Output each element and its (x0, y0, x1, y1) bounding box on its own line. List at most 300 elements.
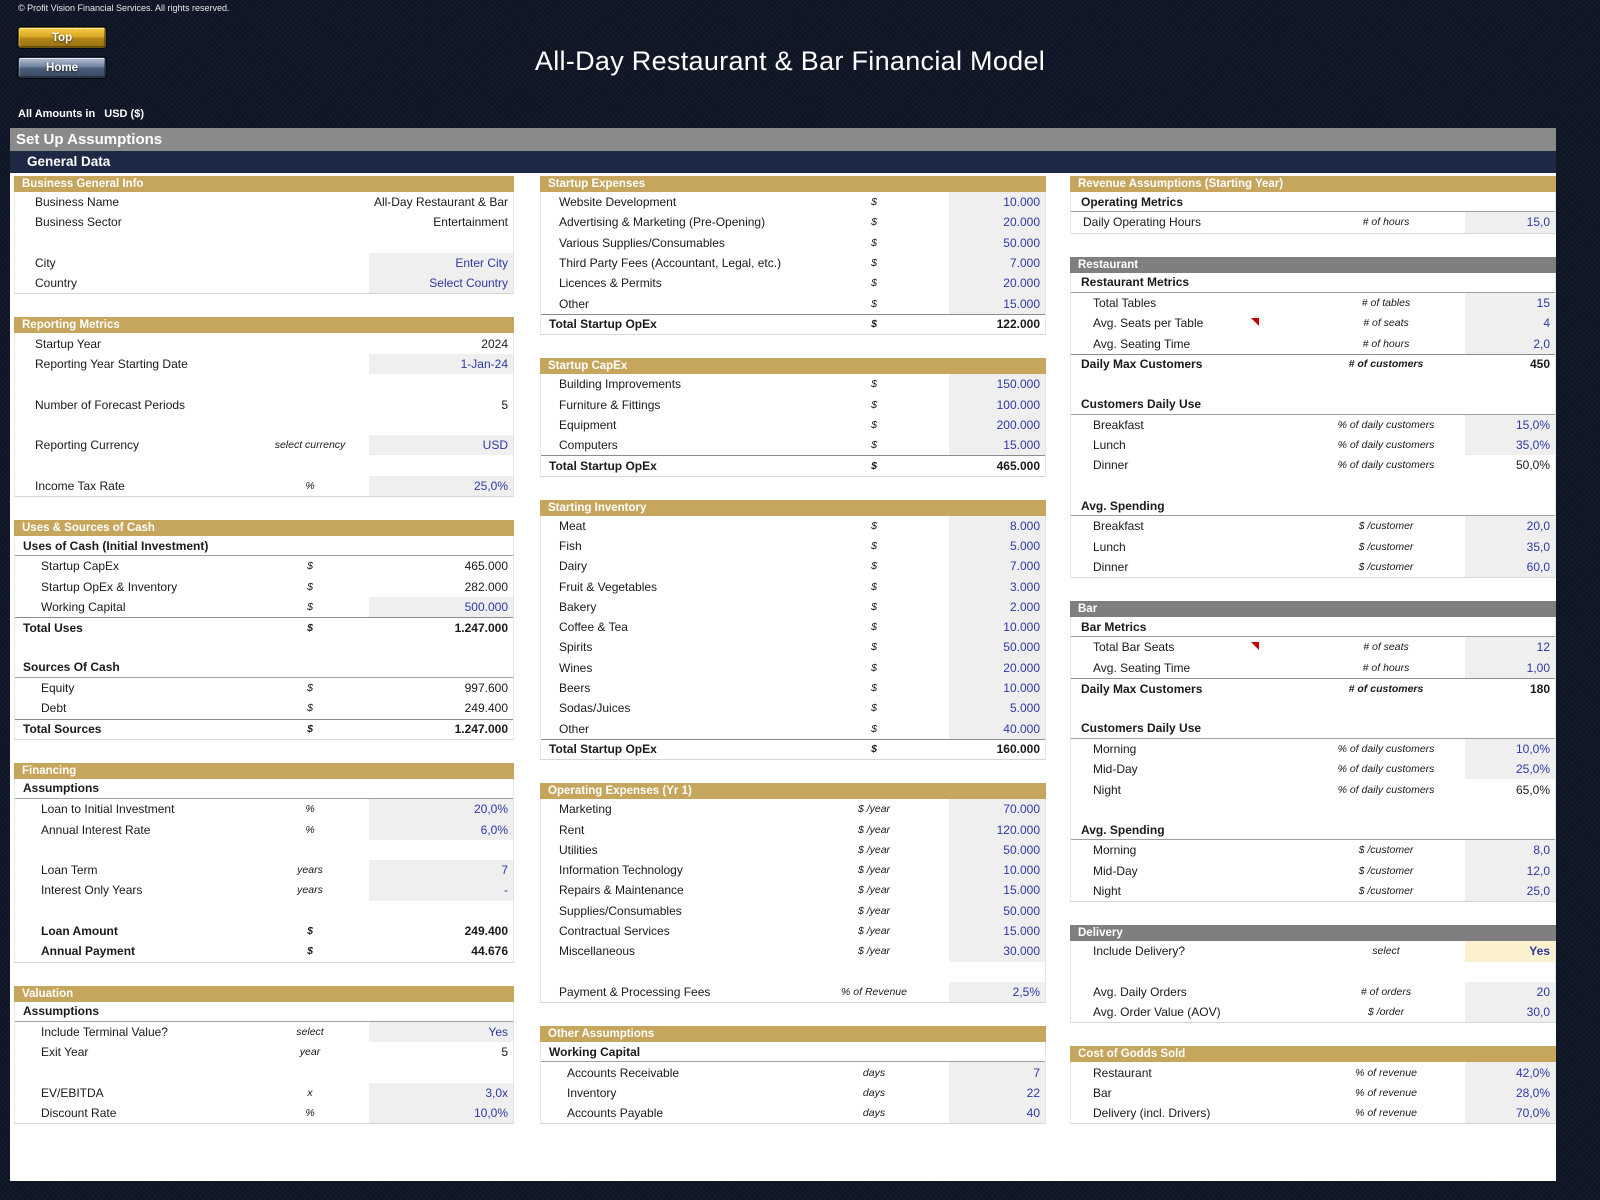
table-row (541, 1042, 1045, 1062)
input-cell[interactable]: 20.000 (949, 658, 1045, 678)
table-row (1071, 617, 1555, 637)
table-row (15, 556, 513, 576)
table-row (15, 1022, 513, 1042)
section-rows (540, 374, 1046, 476)
row-unit: $ /customer (1358, 520, 1414, 533)
input-cell[interactable]: 150.000 (949, 374, 1045, 394)
input-cell[interactable]: 40 (949, 1103, 1045, 1123)
row-label: Total Startup OpEx (549, 742, 657, 757)
row-unit: $ /order (1367, 1006, 1405, 1019)
table-row (541, 880, 1045, 900)
row-unit: $ (307, 600, 313, 613)
row-label: Contractual Services (559, 924, 670, 939)
table-row (15, 435, 513, 455)
input-cell[interactable]: 15.000 (949, 293, 1045, 313)
row-unit: $ (307, 682, 313, 695)
input-cell[interactable]: 200.000 (949, 415, 1045, 435)
table-row (1071, 759, 1555, 779)
input-cell[interactable]: 60,0 (1465, 557, 1555, 577)
row-label: Dairy (559, 559, 588, 574)
spacer-row (15, 901, 513, 921)
row-unit: $ (307, 945, 313, 958)
input-cell[interactable]: 8,0 (1465, 840, 1555, 860)
input-cell[interactable]: 20,0% (369, 799, 513, 819)
input-cell[interactable]: 10,0% (369, 1103, 513, 1123)
row-unit: % (305, 479, 315, 492)
value-cell (369, 1002, 513, 1021)
section-header-cost-of-goods-sold: Cost of Godds Sold (1070, 1046, 1556, 1062)
row-unit: $ /year (857, 904, 891, 917)
input-cell[interactable]: 42,0% (1465, 1062, 1555, 1082)
row-unit: $ /year (857, 925, 891, 938)
value-cell: All-Day Restaurant & Bar (373, 195, 508, 210)
input-cell[interactable]: 3.000 (949, 576, 1045, 596)
row-unit: $ (307, 621, 313, 634)
section-delivery (1070, 925, 1556, 1023)
input-cell[interactable]: Yes (1465, 941, 1555, 961)
input-cell[interactable]: 2,0 (1465, 333, 1555, 353)
row-label: Night (1093, 884, 1122, 899)
row-label: Mid-Day (1093, 863, 1138, 878)
section-header-starting-inventory: Starting Inventory (540, 500, 1046, 516)
input-cell[interactable]: 30,0 (1465, 1002, 1555, 1022)
row-unit: $ (871, 743, 877, 756)
input-cell[interactable]: 2,5% (949, 982, 1045, 1002)
section-restaurant (1070, 257, 1556, 578)
row-unit: $ (871, 661, 877, 674)
row-label: Restaurant Metrics (1081, 275, 1190, 290)
row-label: Building Improvements (559, 377, 682, 392)
row-label: Total Startup OpEx (549, 458, 657, 473)
spacer-row (15, 1062, 513, 1082)
row-unit: $ (871, 621, 877, 634)
input-cell[interactable]: Select Country (369, 273, 513, 293)
value-cell: 997.600 (464, 681, 508, 696)
row-unit: $ /year (857, 945, 891, 958)
input-cell[interactable]: 20.000 (949, 273, 1045, 293)
section-header-bar: Bar (1070, 601, 1556, 617)
input-cell[interactable]: 7 (949, 1062, 1045, 1082)
row-label: Avg. Spending (1081, 498, 1165, 513)
input-cell[interactable]: 7 (369, 860, 513, 880)
row-label: Uses of Cash (Initial Investment) (23, 538, 209, 553)
row-label: Fish (559, 539, 582, 553)
input-cell[interactable]: 25,0% (1465, 759, 1555, 779)
table-row (541, 394, 1045, 414)
table-row (541, 293, 1045, 313)
input-cell[interactable]: 25,0 (1465, 881, 1555, 901)
value-cell (369, 536, 513, 555)
value-cell (1465, 719, 1555, 738)
value-cell (369, 779, 513, 798)
input-cell[interactable]: 15 (1465, 293, 1555, 313)
row-unit: select currency (274, 439, 346, 452)
table-row (541, 941, 1045, 961)
input-cell[interactable]: 3,0x (369, 1083, 513, 1103)
table-row (15, 212, 513, 232)
row-label: Debt (41, 701, 67, 716)
row-unit: $ /year (857, 864, 891, 877)
value-cell (1465, 820, 1555, 839)
value-cell (1465, 273, 1555, 292)
table-row (15, 719, 513, 739)
input-cell[interactable]: 5.000 (949, 698, 1045, 718)
table-row (1071, 719, 1555, 739)
input-cell[interactable]: 50.000 (949, 840, 1045, 860)
table-row (541, 1062, 1045, 1082)
section-rows (14, 192, 514, 294)
row-label: Total Bar Seats (1093, 640, 1175, 655)
row-label: Accounts Receivable (567, 1065, 680, 1080)
value-cell: 450 (1529, 357, 1550, 372)
input-cell[interactable]: 20.000 (949, 212, 1045, 232)
row-label: Coffee & Tea (559, 620, 628, 635)
input-cell[interactable]: 30.000 (949, 941, 1045, 961)
input-cell[interactable]: 10.000 (949, 678, 1045, 698)
row-label: Total Startup OpEx (549, 317, 657, 332)
table-row (541, 840, 1045, 860)
row-unit: % (305, 803, 315, 816)
row-label: Avg. Seating Time (1093, 660, 1191, 675)
row-label: Miscellaneous (559, 944, 636, 959)
row-label: Avg. Spending (1081, 822, 1165, 837)
spacer-row (15, 233, 513, 253)
section-bar (1070, 601, 1556, 902)
row-unit: # of customers (1348, 682, 1424, 695)
row-label: Supplies/Consumables (559, 903, 682, 918)
table-row (1071, 739, 1555, 759)
input-cell[interactable]: 15,0% (1465, 415, 1555, 435)
section-rows (1070, 1062, 1556, 1124)
table-row (541, 719, 1045, 739)
row-unit: # of hours (1362, 337, 1410, 350)
value-cell: 50,0% (1515, 458, 1550, 473)
table-row (541, 273, 1045, 293)
table-row (1071, 941, 1555, 961)
row-label: Number of Forecast Periods (35, 397, 186, 412)
sheet-content (10, 173, 1556, 1181)
row-label: Total Uses (23, 620, 83, 635)
input-cell[interactable]: 35,0% (1465, 435, 1555, 455)
row-label: Night (1093, 782, 1122, 797)
input-cell[interactable]: - (369, 880, 513, 900)
row-unit: $ (871, 580, 877, 593)
table-row (541, 536, 1045, 556)
input-cell[interactable]: Enter City (369, 253, 513, 273)
row-unit: $ (871, 297, 877, 310)
input-cell[interactable]: 500.000 (369, 597, 513, 617)
row-unit: $ (871, 702, 877, 715)
table-row (541, 698, 1045, 718)
row-unit: $ (871, 560, 877, 573)
input-cell[interactable]: 70.000 (949, 799, 1045, 819)
row-label: Various Supplies/Consumables (559, 235, 725, 250)
row-label: Wines (559, 660, 593, 675)
input-cell[interactable]: 10.000 (949, 860, 1045, 880)
input-cell[interactable]: 1-Jan-24 (369, 354, 513, 374)
input-cell[interactable]: 20 (1465, 982, 1555, 1002)
value-cell: 44.676 (471, 944, 508, 959)
value-cell: 249.400 (464, 924, 508, 939)
copyright-text: © Profit Vision Financial Services. All rights reserved. (18, 3, 230, 13)
table-row (15, 678, 513, 698)
input-cell[interactable]: 120.000 (949, 819, 1045, 839)
spacer-row (1071, 374, 1555, 394)
input-cell[interactable]: 10,0% (1465, 739, 1555, 759)
row-unit: select (1372, 945, 1400, 958)
input-cell[interactable]: 15.000 (949, 435, 1045, 455)
section-financing (14, 763, 514, 963)
table-row (1071, 354, 1555, 374)
row-label: Equity (41, 681, 75, 696)
table-row (1071, 313, 1555, 333)
table-row (541, 314, 1045, 334)
table-row (1071, 658, 1555, 678)
table-row (1071, 1002, 1555, 1022)
section-business-general-info (14, 176, 514, 294)
row-label: Startup OpEx & Inventory (41, 579, 178, 594)
table-row (541, 637, 1045, 657)
row-label: Loan Term (41, 863, 98, 878)
row-unit: $ (871, 277, 877, 290)
input-cell[interactable]: 15.000 (949, 880, 1045, 900)
row-label: Restaurant (1093, 1065, 1152, 1080)
input-cell[interactable]: 15.000 (949, 921, 1045, 941)
row-label: Breakfast (1093, 519, 1144, 534)
spacer-row (1071, 476, 1555, 496)
row-unit: $ (307, 723, 313, 736)
row-label: Customers Daily Use (1081, 721, 1202, 736)
section-rows (1070, 273, 1556, 578)
row-label: Dinner (1093, 458, 1129, 473)
row-label: Sodas/Juices (559, 701, 631, 716)
table-row (541, 374, 1045, 394)
page-title: All-Day Restaurant & Bar Financial Model (534, 46, 1046, 76)
spacer-row (1071, 800, 1555, 820)
row-unit: % of revenue (1355, 1066, 1417, 1079)
spacer-row (15, 455, 513, 475)
row-unit: $ (871, 600, 877, 613)
table-row (1071, 293, 1555, 313)
row-unit: $ (871, 257, 877, 270)
row-unit: $ /customer (1358, 540, 1414, 553)
input-cell[interactable]: 22 (949, 1083, 1045, 1103)
row-unit: $ /customer (1358, 864, 1414, 877)
table-row (541, 212, 1045, 232)
table-row (541, 819, 1045, 839)
table-row (1071, 455, 1555, 475)
spacer-row (15, 374, 513, 394)
input-cell[interactable]: 7.000 (949, 556, 1045, 576)
section-header-delivery: Delivery (1070, 925, 1556, 941)
section-header-revenue-assumptions: Revenue Assumptions (Starting Year) (1070, 176, 1556, 192)
row-label: Avg. Seats per Table (1093, 316, 1204, 331)
row-unit: $ /year (857, 803, 891, 816)
row-label: Annual Interest Rate (41, 822, 151, 837)
input-cell[interactable]: 8.000 (949, 516, 1045, 536)
row-label: Daily Max Customers (1081, 681, 1203, 696)
row-unit: days (862, 1066, 886, 1079)
table-row (541, 576, 1045, 596)
section-operating-expenses-yr1 (540, 783, 1046, 1003)
top-button[interactable] (18, 27, 106, 48)
row-label: Morning (1093, 843, 1137, 858)
table-row (15, 476, 513, 496)
row-label: Discount Rate (41, 1106, 117, 1121)
row-label: Inventory (567, 1085, 617, 1100)
value-cell (1465, 394, 1555, 413)
row-unit: $ /year (857, 843, 891, 856)
table-row (1071, 840, 1555, 860)
general-data-bar: General Data (10, 151, 1556, 173)
row-unit: % of Revenue (841, 985, 907, 998)
section-startup-capex (540, 358, 1046, 476)
input-cell[interactable]: 6,0% (369, 819, 513, 839)
value-cell: 122.000 (996, 317, 1040, 332)
row-label: Utilities (559, 842, 598, 857)
row-label: Customers Daily Use (1081, 397, 1202, 412)
row-label: Assumptions (23, 781, 100, 796)
section-header-restaurant: Restaurant (1070, 257, 1556, 273)
input-cell[interactable]: 50.000 (949, 637, 1045, 657)
input-cell[interactable]: 50.000 (949, 901, 1045, 921)
row-label: Daily Max Customers (1081, 357, 1203, 372)
input-cell[interactable]: 10.000 (949, 192, 1045, 212)
input-cell[interactable]: 4 (1465, 313, 1555, 333)
setup-assumptions-bar: Set Up Assumptions (10, 128, 1556, 151)
section-startup-expenses (540, 176, 1046, 335)
row-label: Reporting Year Starting Date (35, 356, 188, 371)
row-unit: # of seats (1363, 641, 1409, 654)
table-row (541, 556, 1045, 576)
spacer-row (1071, 962, 1555, 982)
row-unit: % of daily customers (1337, 418, 1435, 431)
table-row (541, 982, 1045, 1002)
value-cell (949, 1042, 1045, 1061)
table-row (1071, 1103, 1555, 1123)
row-unit: $ (307, 580, 313, 593)
table-row (1071, 415, 1555, 435)
table-row (1071, 496, 1555, 516)
row-unit: $ (871, 641, 877, 654)
section-rows (1070, 617, 1556, 902)
row-unit: x (307, 1086, 313, 1099)
table-row (541, 658, 1045, 678)
row-unit: % of daily customers (1337, 783, 1435, 796)
input-cell[interactable]: 15,0 (1465, 212, 1555, 232)
input-cell[interactable]: USD (369, 435, 513, 455)
input-cell[interactable]: 20,0 (1465, 516, 1555, 536)
value-cell: 5 (501, 1045, 508, 1060)
amounts-note (18, 108, 144, 120)
table-row (1071, 192, 1555, 212)
input-cell[interactable]: 5.000 (949, 536, 1045, 556)
input-cell[interactable]: 12 (1465, 637, 1555, 657)
row-label: Mid-Day (1093, 762, 1138, 777)
input-cell[interactable]: 7.000 (949, 253, 1045, 273)
input-cell[interactable]: 10.000 (949, 617, 1045, 637)
section-rows (14, 536, 514, 740)
row-unit: $ (871, 682, 877, 695)
input-cell[interactable]: 50.000 (949, 233, 1045, 253)
row-label: Avg. Daily Orders (1093, 984, 1187, 999)
row-unit: $ (871, 196, 877, 209)
table-row (15, 1103, 513, 1123)
input-cell[interactable]: 25,0% (369, 476, 513, 496)
input-cell[interactable]: Yes (369, 1022, 513, 1042)
input-cell[interactable]: 70,0% (1465, 1103, 1555, 1123)
row-unit: # of orders (1360, 985, 1412, 998)
input-cell[interactable]: 40.000 (949, 719, 1045, 739)
table-row (15, 597, 513, 617)
table-row (1071, 557, 1555, 577)
table-row (1071, 881, 1555, 901)
row-label: Equipment (559, 417, 617, 432)
value-cell: 249.400 (464, 701, 508, 716)
row-label: Dinner (1093, 559, 1129, 574)
row-label: Licences & Permits (559, 276, 662, 291)
input-cell[interactable]: 1,00 (1465, 658, 1555, 678)
table-row (15, 799, 513, 819)
row-unit: # of customers (1348, 358, 1424, 371)
value-cell (1465, 496, 1555, 515)
row-label: Payment & Processing Fees (559, 984, 711, 999)
row-label: Advertising & Marketing (Pre-Opening) (559, 215, 766, 230)
section-header-other-assumptions: Other Assumptions (540, 1026, 1046, 1042)
row-unit: $ (307, 560, 313, 573)
table-row (541, 233, 1045, 253)
row-unit: $ (871, 418, 877, 431)
row-label: Website Development (559, 195, 677, 210)
table-row (15, 536, 513, 556)
table-row (15, 658, 513, 678)
input-cell[interactable]: 35,0 (1465, 536, 1555, 556)
section-starting-inventory (540, 500, 1046, 761)
row-label: Other (559, 296, 590, 311)
table-row (1071, 435, 1555, 455)
row-unit: $ /customer (1358, 844, 1414, 857)
table-row (1071, 1083, 1555, 1103)
table-row (541, 435, 1045, 455)
section-rows (1070, 192, 1556, 234)
row-unit: years (297, 884, 323, 897)
column-right (1070, 176, 1556, 1147)
row-unit: $ /year (857, 823, 891, 836)
row-unit: $ (871, 459, 877, 472)
section-cost-of-goods-sold (1070, 1046, 1556, 1124)
row-label: Accounts Payable (567, 1106, 664, 1121)
row-label: Loan to Initial Investment (41, 802, 175, 817)
value-cell (1465, 617, 1555, 636)
input-cell[interactable]: 2.000 (949, 597, 1045, 617)
table-row (541, 253, 1045, 273)
row-label: Interest Only Years (41, 883, 143, 898)
value-cell (1465, 192, 1555, 211)
table-row (541, 516, 1045, 536)
row-unit: $ (871, 318, 877, 331)
input-cell[interactable]: 100.000 (949, 394, 1045, 414)
table-row (15, 819, 513, 839)
table-row (1071, 637, 1555, 657)
row-unit: $ /customer (1358, 885, 1414, 898)
value-cell: 282.000 (464, 579, 508, 594)
row-label: Avg. Seating Time (1093, 336, 1191, 351)
input-cell[interactable]: 28,0% (1465, 1083, 1555, 1103)
row-label: Working Capital (41, 599, 126, 614)
input-cell[interactable]: 12,0 (1465, 861, 1555, 881)
row-unit: years (297, 864, 323, 877)
table-row (541, 860, 1045, 880)
